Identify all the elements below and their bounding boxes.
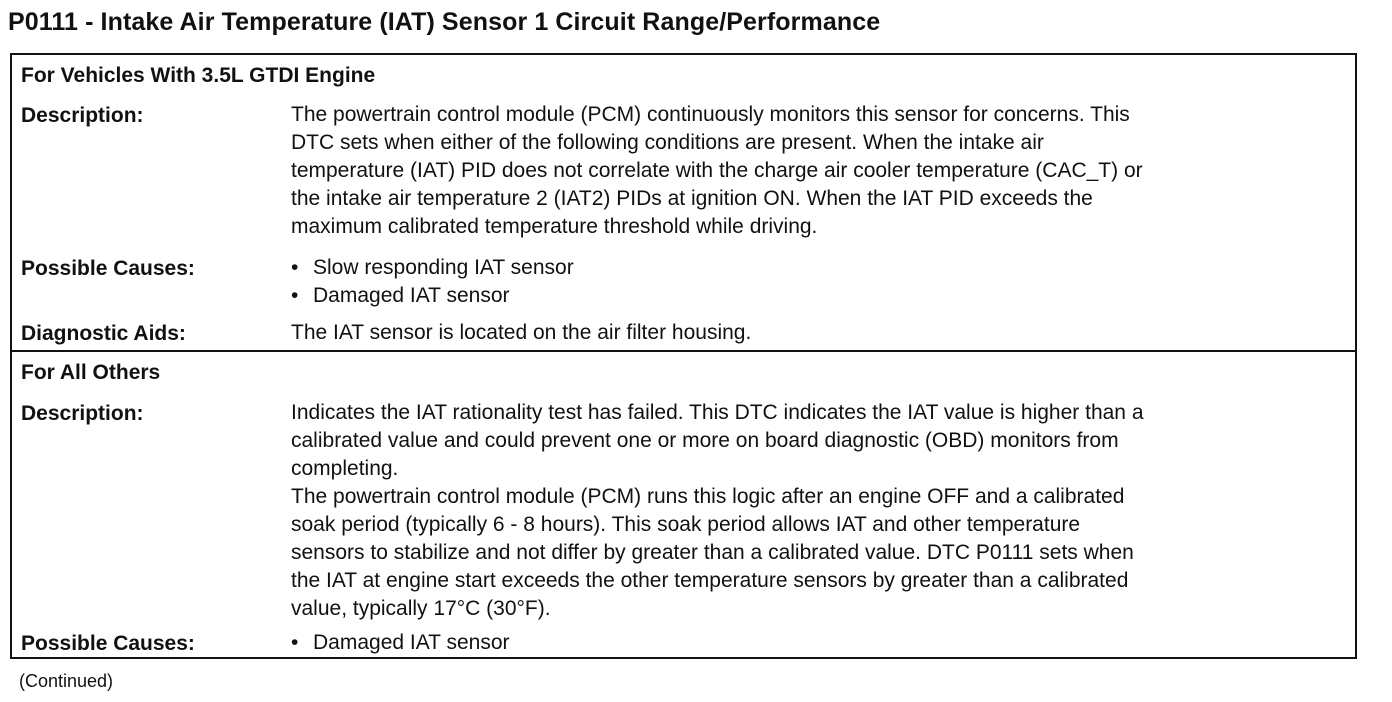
diagnostic-aids-label: Diagnostic Aids: — [21, 322, 186, 345]
description-text — [291, 399, 1353, 623]
cause-text: Damaged IAT sensor — [313, 631, 510, 654]
description-line: maximum calibrated temperature threshold while driving. — [291, 215, 818, 238]
section-heading: For All Others — [21, 361, 161, 384]
description-line: DTC sets when either of the following conditions are present. When the intake air — [291, 131, 1044, 154]
bullet-icon: • — [291, 256, 299, 279]
bullet-icon: • — [291, 284, 299, 307]
description-line: sensors to stabilize and not differ by greater than a calibrated value. DTC P0111 sets when — [291, 541, 1134, 564]
description-line: Indicates the IAT rationality test has failed. This DTC indicates the IAT value is higher than a — [291, 401, 1144, 424]
cause-text: Damaged IAT sensor — [313, 284, 510, 307]
list-item — [291, 282, 1353, 310]
description-label: Description: — [21, 402, 144, 425]
description-line: the intake air temperature 2 (IAT2) PIDs at ignition ON. When the IAT PID exceeds the — [291, 187, 1093, 210]
description-label: Description: — [21, 104, 144, 127]
description-line: completing. — [291, 457, 399, 480]
description-line: calibrated value and could prevent one or more on board diagnostic (OBD) monitors from — [291, 429, 1119, 452]
dtc-table — [10, 53, 1357, 659]
section-3-5l-gtdi — [12, 55, 1355, 350]
description-text — [291, 101, 1353, 241]
description-line: The powertrain control module (PCM) continuously monitors this sensor for concerns. This — [291, 103, 1130, 126]
section-heading: For Vehicles With 3.5L GTDI Engine — [21, 64, 376, 87]
section-all-others — [12, 350, 1355, 657]
description-line: temperature (IAT) PID does not correlate with the charge air cooler temperature (CAC_T) or — [291, 159, 1143, 182]
possible-causes-list — [291, 254, 1353, 310]
list-item — [291, 254, 1353, 282]
continued-note: (Continued) — [19, 671, 114, 691]
bullet-icon: • — [291, 631, 299, 654]
description-line: value, typically 17°C (30°F). — [291, 597, 551, 620]
description-line: soak period (typically 6 - 8 hours). This soak period allows IAT and other temperature — [291, 513, 1081, 536]
list-item — [291, 629, 1353, 657]
possible-causes-label: Possible Causes: — [21, 257, 195, 280]
page-title: P0111 - Intake Air Temperature (IAT) Sensor 1 Circuit Range/Performance — [8, 8, 881, 36]
cause-text: Slow responding IAT sensor — [313, 256, 574, 279]
description-line: the IAT at engine start exceeds the other temperature sensors by greater than a calibrated — [291, 569, 1129, 592]
possible-causes-label: Possible Causes: — [21, 632, 195, 655]
diagnostic-aids-text: The IAT sensor is located on the air filter housing. — [291, 321, 752, 344]
possible-causes-list — [291, 629, 1353, 657]
description-line: The powertrain control module (PCM) runs this logic after an engine OFF and a calibrated — [291, 485, 1125, 508]
